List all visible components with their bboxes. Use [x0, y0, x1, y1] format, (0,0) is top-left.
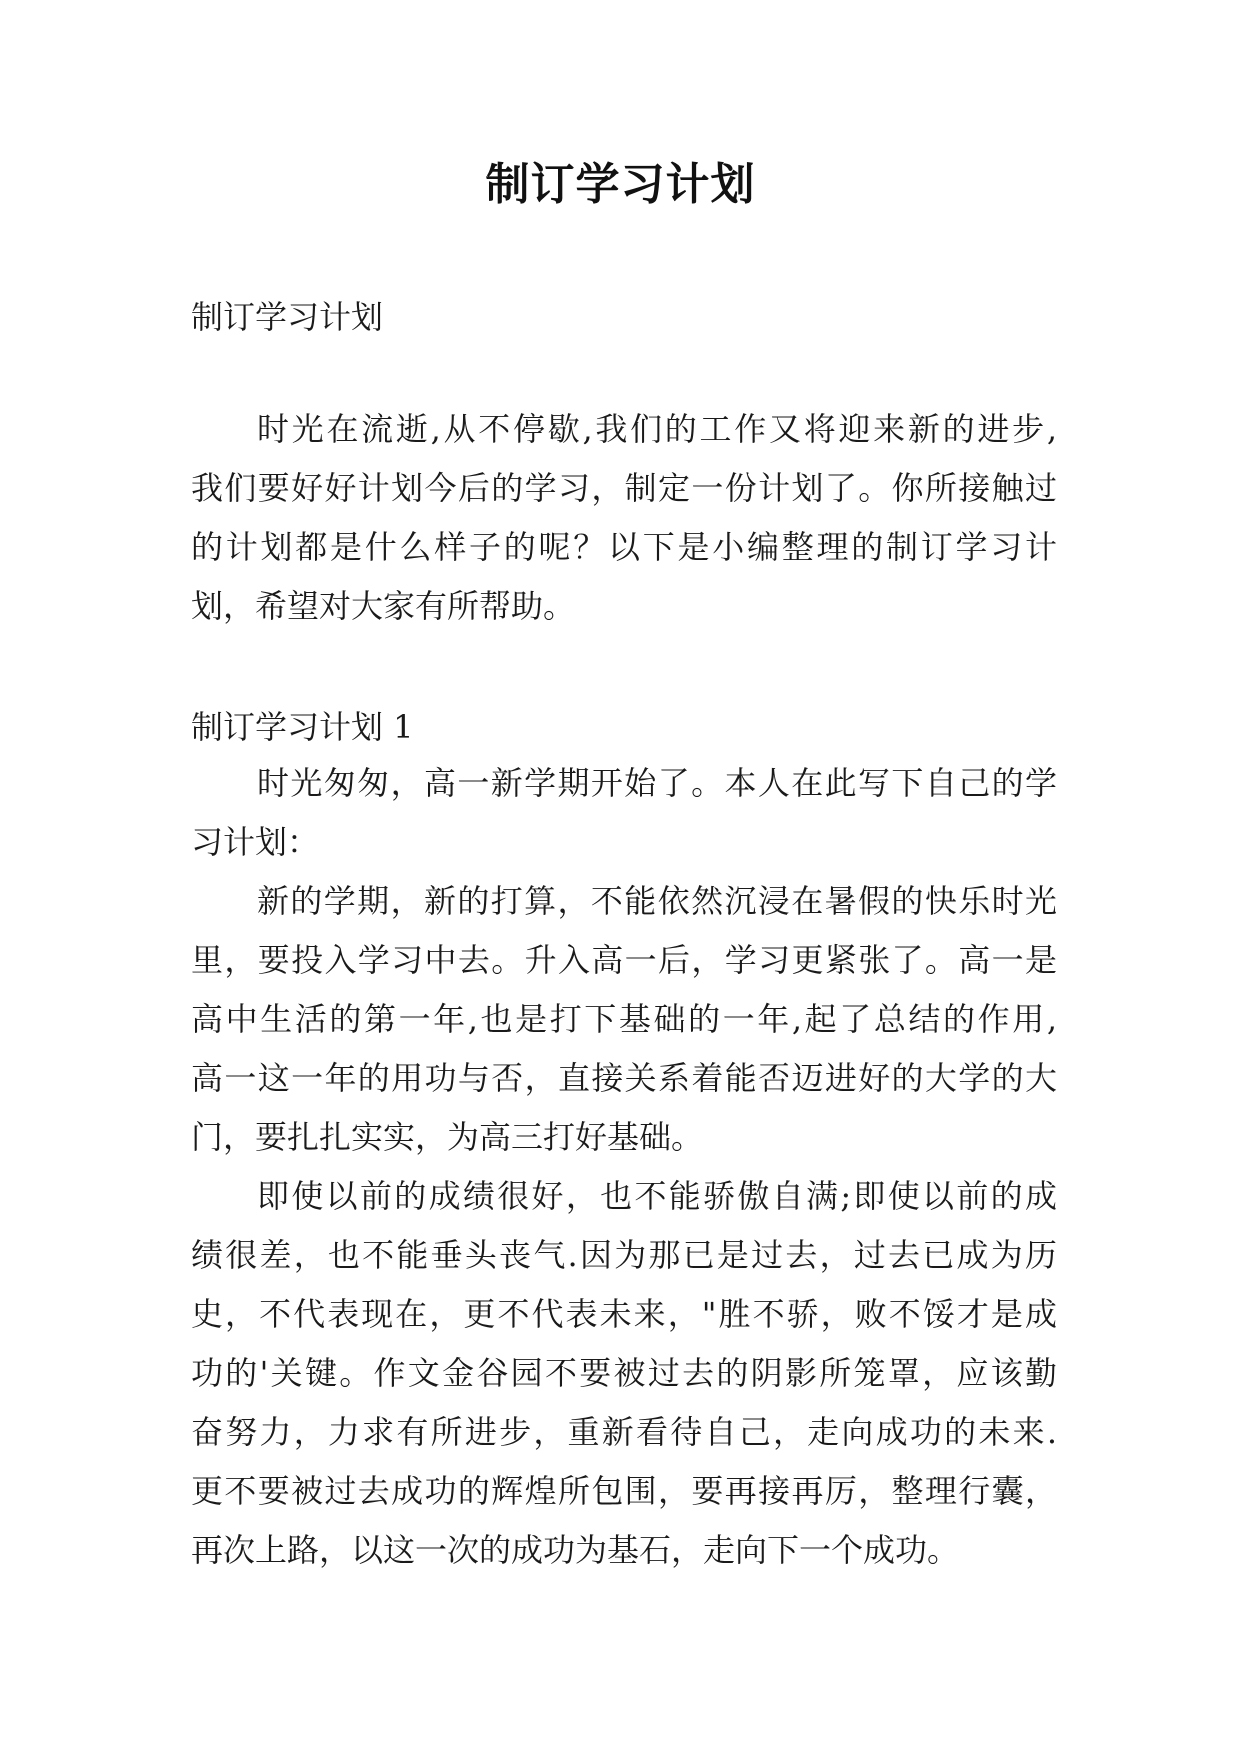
paragraph-line: 时光匆匆，高一新学期开始了。本人在此写下自己的学 — [257, 764, 1057, 802]
section-paragraph-2 — [191, 872, 1057, 1167]
paragraph-line: 即使以前的成绩很好，也不能骄傲自满;即使以前的成 — [257, 1177, 1057, 1215]
intro-paragraph — [191, 400, 1057, 636]
section-paragraph-3 — [191, 1167, 1057, 1580]
subtitle-text: 制订学习计划 — [191, 298, 384, 336]
section-heading-text: 制订学习计划 1 — [191, 708, 414, 746]
paragraph-line: 的计划都是什么样子的呢？以下是小编整理的制订学习计 — [191, 528, 1057, 566]
paragraph-line: 史，不代表现在，更不代表未来，"胜不骄，败不馁才是成 — [191, 1295, 1057, 1333]
paragraph-line: 绩很差，也不能垂头丧气.因为那已是过去，过去已成为历 — [191, 1236, 1057, 1274]
paragraph-line: 习计划： — [191, 823, 320, 861]
paragraph-line: 再次上路，以这一次的成功为基石，走向下一个成功。 — [191, 1531, 960, 1569]
paragraph-line: 门，要扎扎实实，为高三打好基础。 — [191, 1118, 704, 1156]
paragraph-line: 功的'关键。作文金谷园不要被过去的阴影所笼罩，应该勤 — [191, 1354, 1057, 1392]
paragraph-line: 奋努力，力求有所进步，重新看待自己，走向成功的未来. — [191, 1413, 1057, 1451]
paragraph-line: 高中生活的第一年,也是打下基础的一年,起了总结的作用, — [191, 1000, 1057, 1038]
paragraph-line: 新的学期，新的打算，不能依然沉浸在暑假的快乐时光 — [257, 882, 1057, 920]
paragraph-line: 更不要被过去成功的辉煌所包围，要再接再厉，整理行囊， — [191, 1472, 1057, 1510]
paragraph-line: 里，要投入学习中去。升入高一后，学习更紧张了。高一是 — [191, 941, 1057, 979]
paragraph-line: 高一这一年的用功与否，直接关系着能否迈进好的大学的大 — [191, 1059, 1057, 1097]
section-paragraph-1 — [191, 754, 1057, 872]
paragraph-line: 我们要好好计划今后的学习，制定一份计划了。你所接触过 — [191, 469, 1057, 507]
document-title: 制订学习计划 — [485, 159, 756, 210]
paragraph-line: 划，希望对大家有所帮助。 — [191, 587, 576, 625]
paragraph-line: 时光在流逝,从不停歇,我们的工作又将迎来新的进步, — [257, 410, 1057, 448]
document-subtitle — [191, 288, 1057, 347]
section-heading — [191, 698, 1057, 757]
